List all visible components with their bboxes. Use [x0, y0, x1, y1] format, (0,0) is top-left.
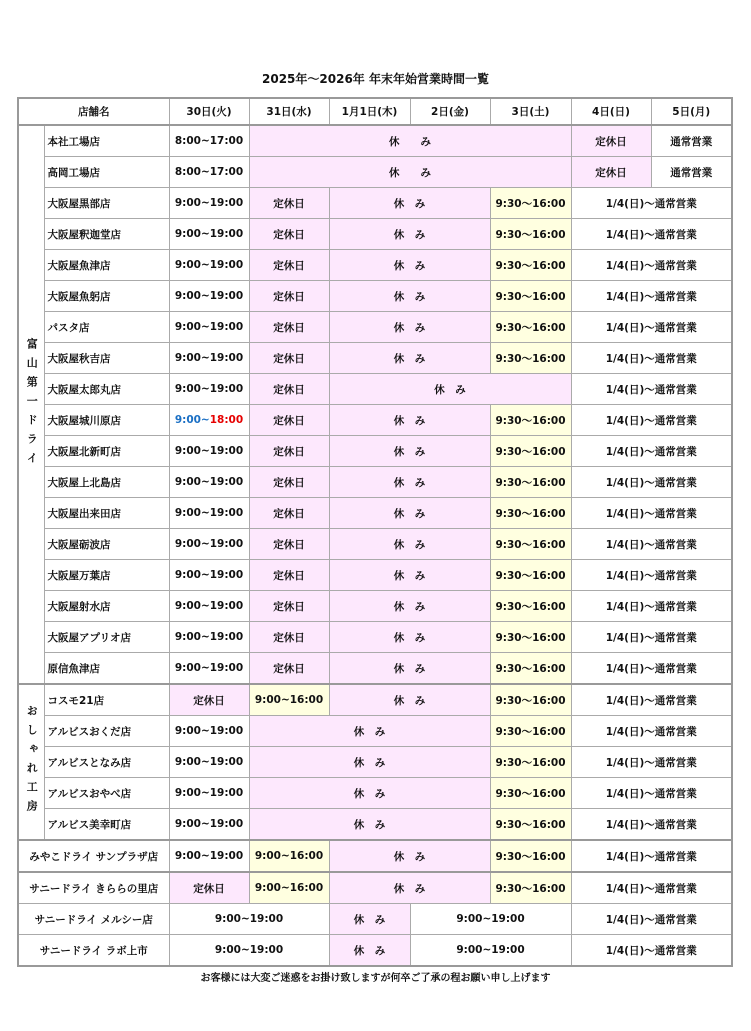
schedule-cell-rest: 休 み — [329, 467, 490, 498]
schedule-cell-time: 9:00~19:00 — [169, 653, 249, 685]
schedule-cell-time: 9:00~19:00 — [169, 529, 249, 560]
schedule-cell-timey: 9:30～16:00 — [490, 591, 571, 622]
schedule-cell-timey: 9:30～16:00 — [490, 312, 571, 343]
header-cell-day: 30日(火) — [169, 98, 249, 125]
schedule-cell-norm: 1/4(日)～通常営業 — [571, 374, 732, 405]
schedule-table — [17, 97, 733, 967]
schedule-cell-time: 8:00~17:00 — [169, 125, 249, 157]
schedule-cell-off: 定休日 — [249, 188, 329, 219]
store-name: 大阪屋釈迦堂店 — [44, 219, 169, 250]
schedule-cell-off: 定休日 — [249, 405, 329, 436]
schedule-cell-norm: 1/4(日)～通常営業 — [571, 622, 732, 653]
table-row — [18, 343, 732, 374]
store-name: 大阪屋太郎丸店 — [44, 374, 169, 405]
header-cell-day: 1月1日(木) — [329, 98, 410, 125]
schedule-cell-norm: 1/4(日)～通常営業 — [571, 778, 732, 809]
footer-note: お客様には大変ご迷惑をお掛け致しますが何卒ご了承の程お願い申し上げます — [200, 973, 551, 984]
schedule-cell-time: 9:00~19:00 — [169, 498, 249, 529]
schedule-cell-time: 9:00~19:00 — [410, 904, 571, 935]
schedule-cell-timey: 9:30～16:00 — [490, 281, 571, 312]
store-name: 高岡工場店 — [44, 157, 169, 188]
schedule-cell-norm: 1/4(日)～通常営業 — [571, 716, 732, 747]
schedule-cell-norm: 1/4(日)～通常営業 — [571, 312, 732, 343]
store-name: 大阪屋城川原店 — [44, 405, 169, 436]
table-row — [18, 498, 732, 529]
schedule-cell-off: 定休日 — [249, 374, 329, 405]
schedule-cell-rest: 休 み — [329, 684, 490, 716]
store-name: アルビス美幸町店 — [44, 809, 169, 841]
schedule-cell-off: 定休日 — [249, 312, 329, 343]
schedule-cell-timey: 9:30～16:00 — [490, 188, 571, 219]
schedule-cell-time: 9:00~19:00 — [169, 436, 249, 467]
schedule-cell-rest: 休 み — [329, 281, 490, 312]
store-name: 大阪屋秋吉店 — [44, 343, 169, 374]
schedule-cell-rest: 休 み — [329, 405, 490, 436]
schedule-cell-norm: 1/4(日)～通常営業 — [571, 904, 732, 935]
schedule-cell-norm: 1/4(日)～通常営業 — [571, 281, 732, 312]
schedule-cell-time: 9:00~19:00 — [169, 219, 249, 250]
store-name: 本社工場店 — [44, 125, 169, 157]
schedule-cell-timey: 9:30～16:00 — [490, 436, 571, 467]
schedule-cell-time: 9:00~19:00 — [169, 935, 329, 967]
schedule-cell-time: 9:00~19:00 — [169, 622, 249, 653]
table-row — [18, 281, 732, 312]
store-name: 大阪屋砺波店 — [44, 529, 169, 560]
store-name: 大阪屋アプリオ店 — [44, 622, 169, 653]
schedule-cell-rest: 休 み — [249, 778, 490, 809]
schedule-cell-time: 9:00~19:00 — [169, 778, 249, 809]
header-cell-day: 3日(土) — [490, 98, 571, 125]
schedule-cell-rest: 休 み — [249, 125, 571, 157]
schedule-cell-time: 9:00~19:00 — [169, 809, 249, 841]
table-row — [18, 747, 732, 778]
header-row — [18, 98, 732, 125]
schedule-cell-time: 9:00~19:00 — [169, 560, 249, 591]
store-name: 大阪屋魚躬店 — [44, 281, 169, 312]
schedule-cell-timey: 9:30～16:00 — [490, 809, 571, 841]
table-row — [18, 219, 732, 250]
schedule-cell-norm: 1/4(日)～通常営業 — [571, 809, 732, 841]
schedule-cell-timey: 9:30～16:00 — [490, 467, 571, 498]
schedule-cell-norm: 1/4(日)～通常営業 — [571, 872, 732, 904]
schedule-cell-norm: 1/4(日)～通常営業 — [571, 840, 732, 872]
header-cell-day: 2日(金) — [410, 98, 490, 125]
table-row — [18, 591, 732, 622]
schedule-cell-timey: 9:00~16:00 — [249, 684, 329, 716]
schedule-cell-off: 定休日 — [249, 498, 329, 529]
schedule-cell-rest: 休 み — [329, 436, 490, 467]
store-name: コスモ21店 — [44, 684, 169, 716]
schedule-cell-timey: 9:30～16:00 — [490, 343, 571, 374]
time-part: 18:00 — [209, 414, 244, 426]
schedule-cell-rest: 休 み — [249, 747, 490, 778]
schedule-cell-rest: 休 み — [329, 872, 490, 904]
schedule-cell-timey: 9:30～16:00 — [490, 840, 571, 872]
page-title: 2025年～2026年 年末年始営業時間一覧 — [262, 72, 489, 86]
header-cell-day: 4日(日) — [571, 98, 651, 125]
schedule-cell-timey: 9:30～16:00 — [490, 498, 571, 529]
schedule-cell-time: 9:00~19:00 — [169, 188, 249, 219]
schedule-cell-rest: 休 み — [329, 560, 490, 591]
table-row — [18, 904, 732, 935]
group-label: 富山第一ドライ — [18, 125, 44, 684]
schedule-cell-off: 定休日 — [249, 653, 329, 685]
header-cell-day: 5日(月) — [651, 98, 732, 125]
schedule-cell-time: 9:00~19:00 — [169, 747, 249, 778]
schedule-cell-off: 定休日 — [249, 529, 329, 560]
schedule-cell-timey: 9:00~16:00 — [249, 840, 329, 872]
table-row — [18, 312, 732, 343]
schedule-cell-rest: 休 み — [329, 653, 490, 685]
table-row — [18, 872, 732, 904]
store-name: 大阪屋黒部店 — [44, 188, 169, 219]
schedule-cell-time: 9:00~19:00 — [169, 250, 249, 281]
schedule-cell-norm: 1/4(日)～通常営業 — [571, 188, 732, 219]
schedule-cell-off: 定休日 — [249, 622, 329, 653]
schedule-cell-rest: 休 み — [329, 343, 490, 374]
schedule-cell-off: 定休日 — [249, 560, 329, 591]
schedule-cell-time: 9:00~19:00 — [169, 343, 249, 374]
schedule-cell-time: 9:00~19:00 — [169, 904, 329, 935]
schedule-cell-norm: 1/4(日)～通常営業 — [571, 747, 732, 778]
schedule-cell-norm: 1/4(日)～通常営業 — [571, 684, 732, 716]
store-name: パスタ店 — [44, 312, 169, 343]
schedule-cell-norm: 1/4(日)～通常営業 — [571, 250, 732, 281]
store-name: アルビスおやべ店 — [44, 778, 169, 809]
schedule-cell-norm: 1/4(日)～通常営業 — [571, 405, 732, 436]
store-name: アルビスとなみ店 — [44, 747, 169, 778]
schedule-cell-off: 定休日 — [249, 436, 329, 467]
store-name: アルビスおくだ店 — [44, 716, 169, 747]
schedule-cell-rest: 休 み — [329, 219, 490, 250]
store-name: 原信魚津店 — [44, 653, 169, 685]
schedule-cell-norm: 1/4(日)～通常営業 — [571, 591, 732, 622]
schedule-cell-timey: 9:30～16:00 — [490, 529, 571, 560]
schedule-cell-timey: 9:30～16:00 — [490, 684, 571, 716]
schedule-cell-time: 9:00~19:00 — [169, 840, 249, 872]
store-name: サニードライ ラボ上市 — [18, 935, 169, 967]
schedule-cell-off: 定休日 — [249, 467, 329, 498]
store-name: 大阪屋射水店 — [44, 591, 169, 622]
schedule-cell-timey: 9:30～16:00 — [490, 560, 571, 591]
header-cell-store: 店舗名 — [18, 98, 169, 125]
schedule-cell-rest: 休 み — [329, 374, 571, 405]
schedule-cell-norm: 1/4(日)～通常営業 — [571, 343, 732, 374]
table-row — [18, 188, 732, 219]
schedule-cell-off: 定休日 — [571, 157, 651, 188]
table-row — [18, 157, 732, 188]
table-row — [18, 778, 732, 809]
schedule-cell-time: 8:00~17:00 — [169, 157, 249, 188]
schedule-cell-time: 9:00~19:00 — [169, 716, 249, 747]
header-cell-day: 31日(水) — [249, 98, 329, 125]
schedule-cell-off: 定休日 — [169, 872, 249, 904]
store-name: サニードライ メルシー店 — [18, 904, 169, 935]
schedule-cell-rest: 休 み — [329, 904, 410, 935]
schedule-cell-off: 定休日 — [249, 250, 329, 281]
schedule-cell-rest: 休 み — [249, 716, 490, 747]
schedule-cell-timey: 9:30～16:00 — [490, 250, 571, 281]
schedule-cell-timey: 9:30～16:00 — [490, 622, 571, 653]
schedule-cell-norm: 通常営業 — [651, 157, 732, 188]
schedule-cell-timey: 9:30～16:00 — [490, 653, 571, 685]
table-row — [18, 467, 732, 498]
schedule-cell-rest: 休 み — [329, 188, 490, 219]
schedule-cell-timey: 9:30～16:00 — [490, 716, 571, 747]
table-row — [18, 809, 732, 841]
table-row — [18, 374, 732, 405]
schedule-cell-rest: 休 み — [329, 622, 490, 653]
schedule-cell-rest: 休 み — [329, 312, 490, 343]
schedule-cell-norm: 1/4(日)～通常営業 — [571, 560, 732, 591]
schedule-cell-norm: 1/4(日)～通常営業 — [571, 498, 732, 529]
schedule-cell-norm: 1/4(日)～通常営業 — [571, 653, 732, 685]
schedule-cell-timey: 9:30～16:00 — [490, 219, 571, 250]
table-row — [18, 653, 732, 685]
store-name: サニードライ きららの里店 — [18, 872, 169, 904]
schedule-cell-rest: 休 み — [329, 498, 490, 529]
schedule-cell-time: 9:00~19:00 — [169, 281, 249, 312]
schedule-cell-norm: 通常営業 — [651, 125, 732, 157]
schedule-cell-rest: 休 み — [329, 591, 490, 622]
schedule-cell-time: 9:00~19:00 — [169, 467, 249, 498]
table-row — [18, 529, 732, 560]
schedule-cell-norm: 1/4(日)～通常営業 — [571, 436, 732, 467]
schedule-cell-norm: 1/4(日)～通常営業 — [571, 935, 732, 967]
schedule-cell-timey: 9:30～16:00 — [490, 405, 571, 436]
schedule-cell-rest: 休 み — [329, 250, 490, 281]
schedule-cell-rest: 休 み — [329, 840, 490, 872]
store-name: 大阪屋万葉店 — [44, 560, 169, 591]
table-row — [18, 436, 732, 467]
schedule-cell-time: 9:00~19:00 — [169, 374, 249, 405]
store-name: 大阪屋魚津店 — [44, 250, 169, 281]
table-row — [18, 125, 732, 157]
schedule-cell-rest: 休 み — [329, 529, 490, 560]
schedule-cell-off: 定休日 — [249, 591, 329, 622]
schedule-cell-rest: 休 み — [329, 935, 410, 967]
schedule-cell-off: 定休日 — [169, 684, 249, 716]
schedule-cell-off: 定休日 — [249, 343, 329, 374]
schedule-cell-timey: 9:00~16:00 — [249, 872, 329, 904]
store-name: 大阪屋北新町店 — [44, 436, 169, 467]
table-row — [18, 622, 732, 653]
schedule-cell-norm: 1/4(日)～通常営業 — [571, 529, 732, 560]
table-row — [18, 250, 732, 281]
schedule-cell-time — [169, 405, 249, 436]
store-name: 大阪屋出来田店 — [44, 498, 169, 529]
schedule-cell-timey: 9:30～16:00 — [490, 872, 571, 904]
table-row — [18, 716, 732, 747]
schedule-cell-timey: 9:30～16:00 — [490, 778, 571, 809]
schedule-cell-time: 9:00~19:00 — [410, 935, 571, 967]
table-row — [18, 684, 732, 716]
table-row — [18, 935, 732, 967]
schedule-cell-off: 定休日 — [249, 281, 329, 312]
store-name: 大阪屋上北島店 — [44, 467, 169, 498]
store-name: みやこドライ サンプラザ店 — [18, 840, 169, 872]
schedule-cell-time: 9:00~19:00 — [169, 312, 249, 343]
schedule-cell-time: 9:00~19:00 — [169, 591, 249, 622]
group-label: おしゃれ工房 — [18, 684, 44, 840]
schedule-cell-timey: 9:30～16:00 — [490, 747, 571, 778]
schedule-cell-norm: 1/4(日)～通常営業 — [571, 219, 732, 250]
schedule-cell-rest: 休 み — [249, 809, 490, 841]
schedule-cell-norm: 1/4(日)～通常営業 — [571, 467, 732, 498]
table-row — [18, 405, 732, 436]
schedule-cell-off: 定休日 — [249, 219, 329, 250]
time-part: 9:00~ — [174, 414, 210, 426]
schedule-cell-rest: 休 み — [249, 157, 571, 188]
table-row — [18, 560, 732, 591]
schedule-cell-off: 定休日 — [571, 125, 651, 157]
table-row — [18, 840, 732, 872]
